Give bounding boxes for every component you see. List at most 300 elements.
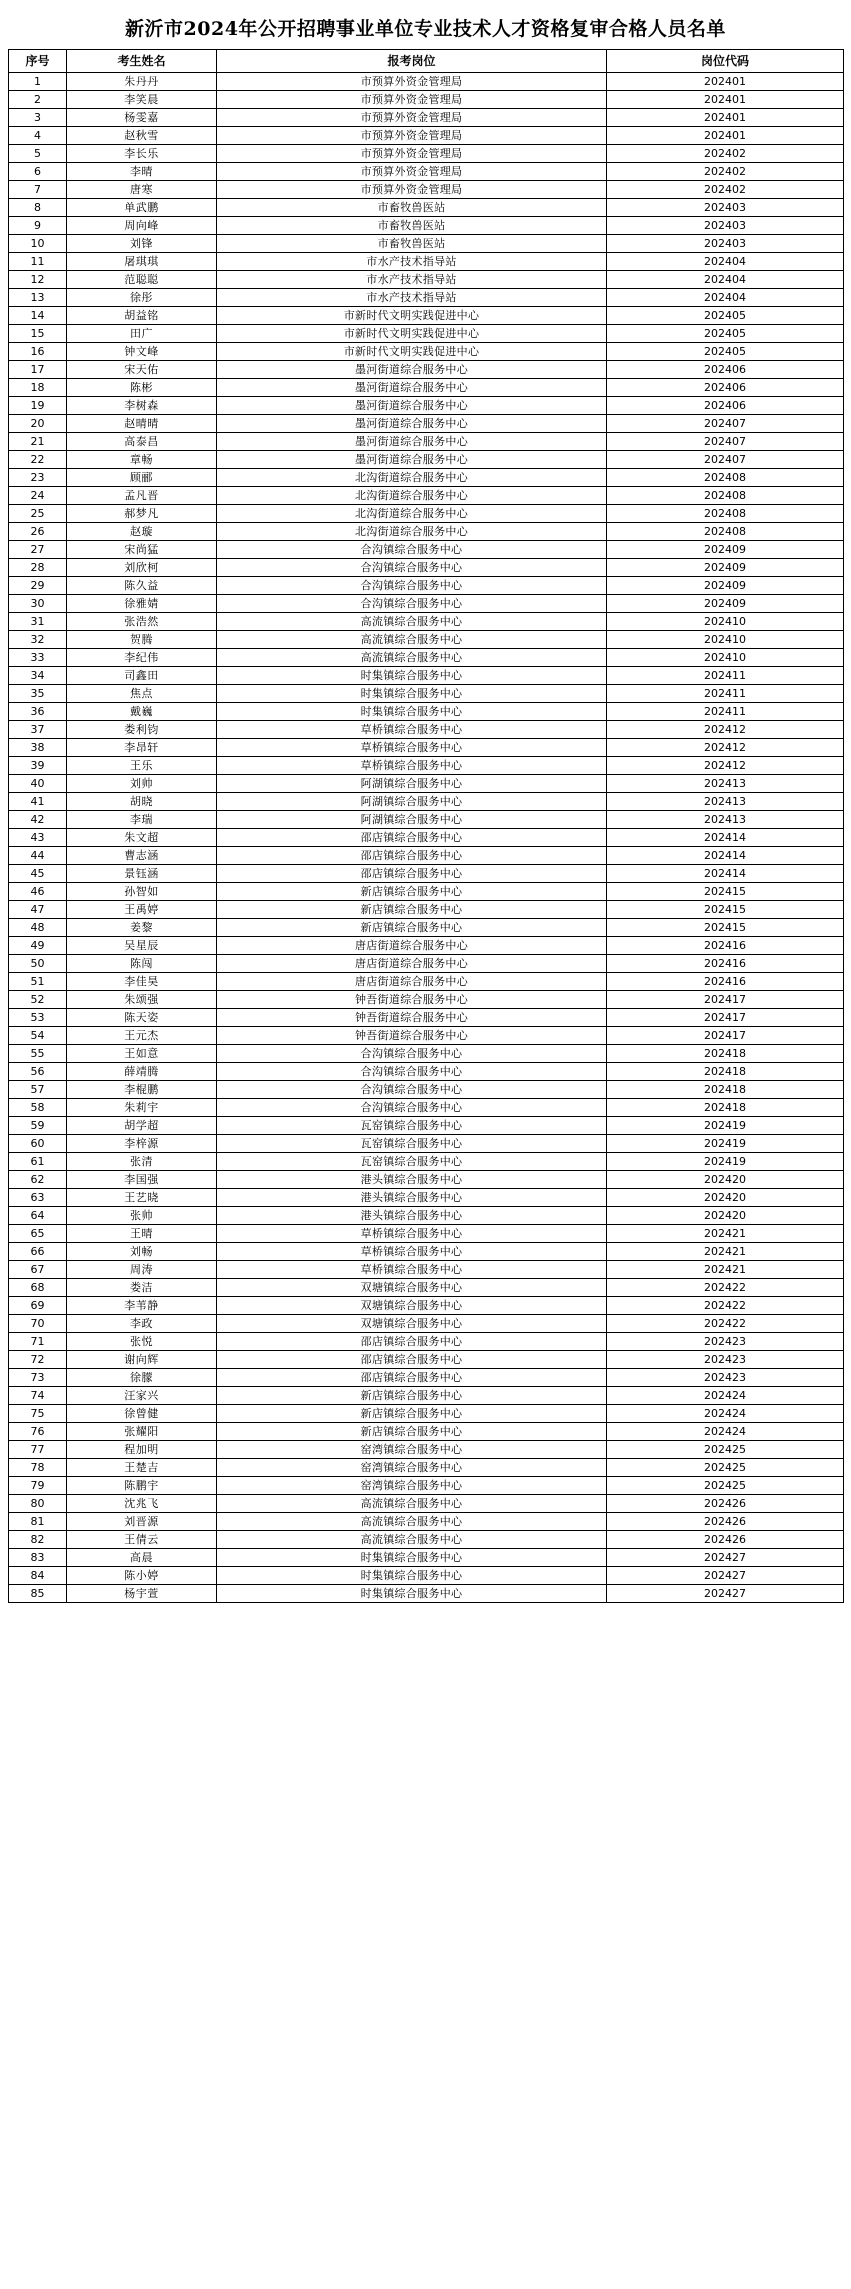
cell-name: 李苇静	[67, 1297, 217, 1315]
cell-code: 202405	[607, 307, 844, 325]
cell-code: 202416	[607, 973, 844, 991]
cell-index: 73	[9, 1369, 67, 1387]
table-row	[9, 1171, 844, 1189]
cell-position: 高流镇综合服务中心	[217, 1495, 607, 1513]
cell-index: 14	[9, 307, 67, 325]
table-row	[9, 883, 844, 901]
table-row	[9, 685, 844, 703]
cell-position: 高流镇综合服务中心	[217, 1513, 607, 1531]
cell-name: 司鑫田	[67, 667, 217, 685]
cell-index: 46	[9, 883, 67, 901]
cell-code: 202403	[607, 217, 844, 235]
cell-name: 孟凡晋	[67, 487, 217, 505]
table-row	[9, 469, 844, 487]
table-row	[9, 73, 844, 91]
table-row	[9, 1153, 844, 1171]
cell-position: 邵店镇综合服务中心	[217, 1351, 607, 1369]
cell-position: 港头镇综合服务中心	[217, 1189, 607, 1207]
cell-name: 陈彬	[67, 379, 217, 397]
cell-index: 34	[9, 667, 67, 685]
table-row	[9, 1369, 844, 1387]
table-row	[9, 1279, 844, 1297]
cell-code: 202418	[607, 1081, 844, 1099]
cell-index: 76	[9, 1423, 67, 1441]
cell-position: 市预算外资金管理局	[217, 91, 607, 109]
table-row	[9, 1297, 844, 1315]
cell-code: 202418	[607, 1063, 844, 1081]
cell-index: 57	[9, 1081, 67, 1099]
cell-position: 市畜牧兽医站	[217, 217, 607, 235]
cell-name: 范聪聪	[67, 271, 217, 289]
cell-position: 钟吾街道综合服务中心	[217, 991, 607, 1009]
table-header-row	[9, 50, 844, 73]
cell-code: 202404	[607, 289, 844, 307]
cell-position: 新店镇综合服务中心	[217, 883, 607, 901]
cell-code: 202423	[607, 1369, 844, 1387]
cell-name: 赵璇	[67, 523, 217, 541]
cell-position: 市预算外资金管理局	[217, 145, 607, 163]
cell-name: 王乐	[67, 757, 217, 775]
cell-name: 李棍鹏	[67, 1081, 217, 1099]
cell-name: 李纪伟	[67, 649, 217, 667]
table-row	[9, 1351, 844, 1369]
cell-name: 王倩云	[67, 1531, 217, 1549]
cell-index: 30	[9, 595, 67, 613]
cell-code: 202405	[607, 343, 844, 361]
cell-name: 王元杰	[67, 1027, 217, 1045]
cell-position: 时集镇综合服务中心	[217, 703, 607, 721]
table-row	[9, 919, 844, 937]
cell-position: 新店镇综合服务中心	[217, 901, 607, 919]
cell-name: 顾郦	[67, 469, 217, 487]
table-row	[9, 1027, 844, 1045]
cell-index: 74	[9, 1387, 67, 1405]
cell-position: 新店镇综合服务中心	[217, 1387, 607, 1405]
table-row	[9, 343, 844, 361]
cell-position: 合沟镇综合服务中心	[217, 1081, 607, 1099]
cell-name: 周向峰	[67, 217, 217, 235]
cell-index: 60	[9, 1135, 67, 1153]
cell-index: 50	[9, 955, 67, 973]
table-row	[9, 1549, 844, 1567]
cell-code: 202427	[607, 1585, 844, 1603]
cell-code: 202401	[607, 109, 844, 127]
cell-index: 56	[9, 1063, 67, 1081]
cell-position: 合沟镇综合服务中心	[217, 1099, 607, 1117]
cell-code: 202426	[607, 1495, 844, 1513]
cell-position: 北沟街道综合服务中心	[217, 505, 607, 523]
cell-position: 新店镇综合服务中心	[217, 919, 607, 937]
cell-name: 戴巍	[67, 703, 217, 721]
cell-index: 49	[9, 937, 67, 955]
cell-code: 202417	[607, 1009, 844, 1027]
table-row	[9, 721, 844, 739]
cell-index: 37	[9, 721, 67, 739]
table-row	[9, 181, 844, 199]
cell-name: 张悦	[67, 1333, 217, 1351]
cell-code: 202420	[607, 1207, 844, 1225]
cell-name: 王艺晓	[67, 1189, 217, 1207]
cell-name: 徐彤	[67, 289, 217, 307]
table-row	[9, 1567, 844, 1585]
cell-index: 63	[9, 1189, 67, 1207]
table-row	[9, 1243, 844, 1261]
cell-code: 202414	[607, 829, 844, 847]
table-row	[9, 811, 844, 829]
cell-position: 合沟镇综合服务中心	[217, 541, 607, 559]
cell-position: 墨河街道综合服务中心	[217, 379, 607, 397]
cell-name: 李长乐	[67, 145, 217, 163]
cell-index: 16	[9, 343, 67, 361]
table-row	[9, 631, 844, 649]
cell-index: 22	[9, 451, 67, 469]
table-row	[9, 1135, 844, 1153]
cell-code: 202415	[607, 901, 844, 919]
cell-name: 杨雯嘉	[67, 109, 217, 127]
cell-position: 高流镇综合服务中心	[217, 1531, 607, 1549]
cell-code: 202415	[607, 883, 844, 901]
cell-code: 202404	[607, 253, 844, 271]
cell-name: 焦点	[67, 685, 217, 703]
cell-code: 202413	[607, 811, 844, 829]
table-row	[9, 1423, 844, 1441]
cell-code: 202423	[607, 1333, 844, 1351]
cell-index: 17	[9, 361, 67, 379]
cell-name: 谢向辉	[67, 1351, 217, 1369]
cell-name: 张耀阳	[67, 1423, 217, 1441]
cell-code: 202418	[607, 1045, 844, 1063]
cell-name: 朱文超	[67, 829, 217, 847]
cell-position: 市预算外资金管理局	[217, 127, 607, 145]
cell-index: 29	[9, 577, 67, 595]
cell-position: 邵店镇综合服务中心	[217, 847, 607, 865]
cell-name: 李晴	[67, 163, 217, 181]
cell-index: 25	[9, 505, 67, 523]
table-row	[9, 577, 844, 595]
table-row	[9, 1441, 844, 1459]
cell-position: 时集镇综合服务中心	[217, 1549, 607, 1567]
cell-name: 刘帅	[67, 775, 217, 793]
cell-index: 79	[9, 1477, 67, 1495]
cell-code: 202422	[607, 1279, 844, 1297]
table-row	[9, 775, 844, 793]
cell-name: 单武鹏	[67, 199, 217, 217]
table-row	[9, 91, 844, 109]
cell-code: 202426	[607, 1513, 844, 1531]
cell-code: 202425	[607, 1477, 844, 1495]
cell-name: 刘畅	[67, 1243, 217, 1261]
table-row	[9, 127, 844, 145]
table-row	[9, 667, 844, 685]
cell-name: 王楚吉	[67, 1459, 217, 1477]
table-row	[9, 109, 844, 127]
table-row	[9, 1225, 844, 1243]
cell-position: 市预算外资金管理局	[217, 109, 607, 127]
table-row	[9, 1585, 844, 1603]
cell-name: 朱丹丹	[67, 73, 217, 91]
cell-index: 51	[9, 973, 67, 991]
cell-position: 墨河街道综合服务中心	[217, 415, 607, 433]
cell-position: 窑湾镇综合服务中心	[217, 1441, 607, 1459]
cell-position: 时集镇综合服务中心	[217, 1567, 607, 1585]
cell-name: 赵秋雪	[67, 127, 217, 145]
cell-name: 李政	[67, 1315, 217, 1333]
cell-index: 33	[9, 649, 67, 667]
table-row	[9, 1513, 844, 1531]
cell-name: 胡学超	[67, 1117, 217, 1135]
cell-index: 55	[9, 1045, 67, 1063]
cell-index: 45	[9, 865, 67, 883]
table-row	[9, 757, 844, 775]
table-row	[9, 379, 844, 397]
cell-position: 草桥镇综合服务中心	[217, 757, 607, 775]
table-row	[9, 1099, 844, 1117]
cell-name: 刘欣柯	[67, 559, 217, 577]
cell-code: 202414	[607, 847, 844, 865]
cell-code: 202426	[607, 1531, 844, 1549]
table-row	[9, 1189, 844, 1207]
cell-index: 44	[9, 847, 67, 865]
cell-code: 202407	[607, 433, 844, 451]
cell-position: 双塘镇综合服务中心	[217, 1315, 607, 1333]
cell-position: 市新时代文明实践促进中心	[217, 307, 607, 325]
cell-index: 62	[9, 1171, 67, 1189]
cell-position: 北沟街道综合服务中心	[217, 487, 607, 505]
cell-name: 景钰涵	[67, 865, 217, 883]
cell-index: 32	[9, 631, 67, 649]
cell-index: 4	[9, 127, 67, 145]
cell-index: 66	[9, 1243, 67, 1261]
cell-name: 娄利钧	[67, 721, 217, 739]
cell-code: 202425	[607, 1459, 844, 1477]
cell-index: 6	[9, 163, 67, 181]
cell-index: 58	[9, 1099, 67, 1117]
cell-name: 陈天姿	[67, 1009, 217, 1027]
cell-position: 草桥镇综合服务中心	[217, 739, 607, 757]
cell-name: 贺腾	[67, 631, 217, 649]
cell-position: 草桥镇综合服务中心	[217, 1261, 607, 1279]
cell-code: 202416	[607, 955, 844, 973]
cell-name: 沈兆飞	[67, 1495, 217, 1513]
cell-name: 刘晋源	[67, 1513, 217, 1531]
cell-code: 202408	[607, 487, 844, 505]
cell-position: 港头镇综合服务中心	[217, 1207, 607, 1225]
cell-index: 80	[9, 1495, 67, 1513]
cell-index: 11	[9, 253, 67, 271]
table-row	[9, 649, 844, 667]
cell-index: 64	[9, 1207, 67, 1225]
cell-index: 26	[9, 523, 67, 541]
cell-position: 邵店镇综合服务中心	[217, 829, 607, 847]
cell-index: 9	[9, 217, 67, 235]
table-row	[9, 955, 844, 973]
cell-name: 陈久益	[67, 577, 217, 595]
cell-name: 郝梦凡	[67, 505, 217, 523]
cell-name: 李国强	[67, 1171, 217, 1189]
cell-name: 张浩然	[67, 613, 217, 631]
cell-index: 27	[9, 541, 67, 559]
cell-position: 合沟镇综合服务中心	[217, 1063, 607, 1081]
cell-position: 时集镇综合服务中心	[217, 1585, 607, 1603]
cell-code: 202401	[607, 73, 844, 91]
cell-code: 202410	[607, 649, 844, 667]
cell-position: 唐店街道综合服务中心	[217, 955, 607, 973]
cell-name: 唐寒	[67, 181, 217, 199]
table-row	[9, 973, 844, 991]
cell-name: 屠琪琪	[67, 253, 217, 271]
cell-index: 2	[9, 91, 67, 109]
cell-code: 202413	[607, 775, 844, 793]
cell-position: 瓦窑镇综合服务中心	[217, 1153, 607, 1171]
table-row	[9, 397, 844, 415]
cell-index: 28	[9, 559, 67, 577]
cell-index: 72	[9, 1351, 67, 1369]
table-row	[9, 1045, 844, 1063]
cell-position: 市畜牧兽医站	[217, 199, 607, 217]
table-row	[9, 1459, 844, 1477]
cell-name: 陈小婷	[67, 1567, 217, 1585]
cell-code: 202403	[607, 199, 844, 217]
cell-code: 202425	[607, 1441, 844, 1459]
cell-index: 77	[9, 1441, 67, 1459]
cell-position: 新店镇综合服务中心	[217, 1423, 607, 1441]
table-row	[9, 1477, 844, 1495]
table-row	[9, 1333, 844, 1351]
table-row	[9, 505, 844, 523]
roster-table	[8, 49, 844, 1603]
cell-name: 杨宇萱	[67, 1585, 217, 1603]
cell-code: 202421	[607, 1243, 844, 1261]
column-header-position: 报考岗位	[217, 50, 607, 73]
cell-position: 草桥镇综合服务中心	[217, 721, 607, 739]
cell-position: 瓦窑镇综合服务中心	[217, 1117, 607, 1135]
cell-code: 202409	[607, 541, 844, 559]
cell-position: 合沟镇综合服务中心	[217, 595, 607, 613]
table-row	[9, 991, 844, 1009]
cell-index: 85	[9, 1585, 67, 1603]
cell-index: 68	[9, 1279, 67, 1297]
cell-position: 市预算外资金管理局	[217, 73, 607, 91]
cell-position: 市预算外资金管理局	[217, 181, 607, 199]
cell-name: 汪家兴	[67, 1387, 217, 1405]
cell-index: 54	[9, 1027, 67, 1045]
column-header-index: 序号	[9, 50, 67, 73]
page-title: 新沂市2024年公开招聘事业单位专业技术人才资格复审合格人员名单	[125, 18, 726, 40]
cell-index: 43	[9, 829, 67, 847]
cell-index: 5	[9, 145, 67, 163]
cell-code: 202406	[607, 397, 844, 415]
table-row	[9, 1117, 844, 1135]
table-row	[9, 703, 844, 721]
cell-index: 82	[9, 1531, 67, 1549]
cell-code: 202413	[607, 793, 844, 811]
cell-index: 1	[9, 73, 67, 91]
cell-name: 刘锋	[67, 235, 217, 253]
table-row	[9, 1207, 844, 1225]
cell-index: 23	[9, 469, 67, 487]
cell-position: 市畜牧兽医站	[217, 235, 607, 253]
cell-position: 市水产技术指导站	[217, 289, 607, 307]
cell-index: 40	[9, 775, 67, 793]
cell-position: 北沟街道综合服务中心	[217, 469, 607, 487]
cell-name: 孙智如	[67, 883, 217, 901]
cell-code: 202411	[607, 703, 844, 721]
table-row	[9, 1405, 844, 1423]
cell-code: 202422	[607, 1315, 844, 1333]
table-row	[9, 163, 844, 181]
cell-name: 徐雅婧	[67, 595, 217, 613]
table-row	[9, 307, 844, 325]
cell-code: 202421	[607, 1225, 844, 1243]
table-row	[9, 523, 844, 541]
table-row	[9, 901, 844, 919]
table-row	[9, 595, 844, 613]
cell-position: 市新时代文明实践促进中心	[217, 343, 607, 361]
cell-code: 202403	[607, 235, 844, 253]
cell-name: 娄洁	[67, 1279, 217, 1297]
cell-index: 78	[9, 1459, 67, 1477]
cell-name: 曹志涵	[67, 847, 217, 865]
table-row	[9, 235, 844, 253]
cell-index: 20	[9, 415, 67, 433]
table-row	[9, 559, 844, 577]
cell-name: 李笑晨	[67, 91, 217, 109]
cell-code: 202410	[607, 613, 844, 631]
cell-index: 70	[9, 1315, 67, 1333]
cell-code: 202417	[607, 1027, 844, 1045]
cell-index: 8	[9, 199, 67, 217]
table-row	[9, 253, 844, 271]
cell-index: 15	[9, 325, 67, 343]
cell-index: 10	[9, 235, 67, 253]
cell-code: 202409	[607, 577, 844, 595]
cell-position: 草桥镇综合服务中心	[217, 1243, 607, 1261]
cell-position: 阿湖镇综合服务中心	[217, 775, 607, 793]
cell-position: 墨河街道综合服务中心	[217, 397, 607, 415]
cell-code: 202419	[607, 1117, 844, 1135]
cell-code: 202402	[607, 145, 844, 163]
cell-name: 赵晴晴	[67, 415, 217, 433]
cell-code: 202414	[607, 865, 844, 883]
table-row	[9, 793, 844, 811]
cell-code: 202408	[607, 505, 844, 523]
cell-name: 钟文峰	[67, 343, 217, 361]
cell-code: 202420	[607, 1189, 844, 1207]
cell-name: 胡益铭	[67, 307, 217, 325]
cell-name: 王晴	[67, 1225, 217, 1243]
table-row	[9, 217, 844, 235]
cell-code: 202406	[607, 379, 844, 397]
cell-position: 市新时代文明实践促进中心	[217, 325, 607, 343]
cell-position: 合沟镇综合服务中心	[217, 577, 607, 595]
cell-name: 宋天佑	[67, 361, 217, 379]
cell-code: 202418	[607, 1099, 844, 1117]
cell-code: 202417	[607, 991, 844, 1009]
cell-name: 田广	[67, 325, 217, 343]
cell-position: 港头镇综合服务中心	[217, 1171, 607, 1189]
cell-name: 陈鹏宇	[67, 1477, 217, 1495]
column-header-name: 考生姓名	[67, 50, 217, 73]
cell-name: 李梓源	[67, 1135, 217, 1153]
cell-code: 202415	[607, 919, 844, 937]
cell-position: 高流镇综合服务中心	[217, 631, 607, 649]
table-row	[9, 829, 844, 847]
table-row	[9, 415, 844, 433]
cell-code: 202407	[607, 451, 844, 469]
cell-position: 草桥镇综合服务中心	[217, 1225, 607, 1243]
cell-position: 合沟镇综合服务中心	[217, 559, 607, 577]
cell-code: 202401	[607, 127, 844, 145]
